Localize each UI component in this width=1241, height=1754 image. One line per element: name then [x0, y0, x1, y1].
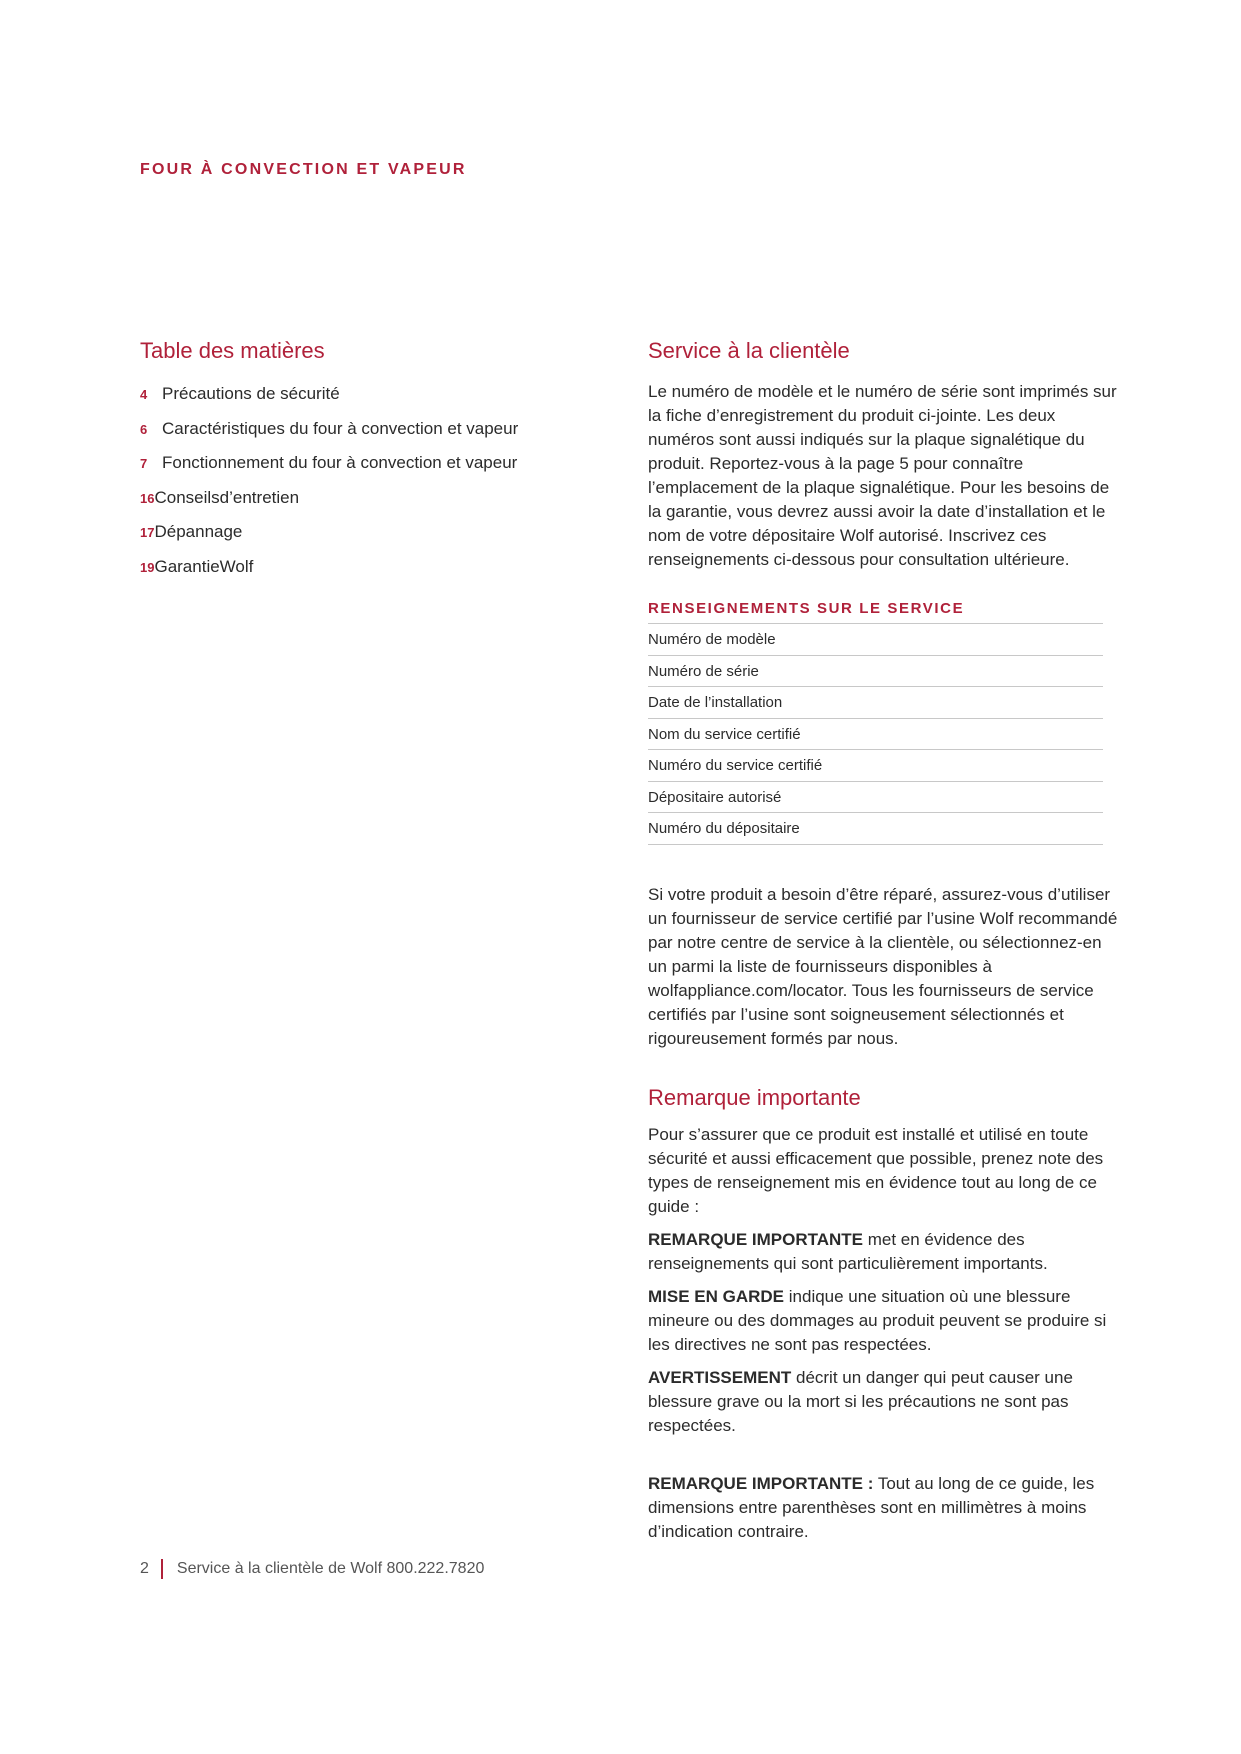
toc-label: Conseilsd’entretien	[154, 487, 300, 507]
toc-page: 4	[140, 387, 148, 402]
right-column	[648, 338, 1118, 1544]
toc-item[interactable]	[140, 522, 580, 557]
service-info-row-service-name: Nom du service certifié	[648, 719, 1103, 751]
toc-label: Caractéristiques du four à convection et vapeur	[162, 418, 519, 438]
page-footer	[140, 1559, 484, 1579]
toc-list	[140, 384, 580, 591]
service-info-row-install-date: Date de l’installation	[648, 687, 1103, 719]
service-info-row-serial: Numéro de série	[648, 656, 1103, 688]
service-info-row-service-number: Numéro du service certifié	[648, 750, 1103, 782]
service-title: Service à la clientèle	[648, 338, 850, 363]
page-number: 2	[140, 1560, 149, 1577]
toc-item[interactable]	[140, 384, 580, 419]
toc-label: GarantieWolf	[154, 556, 254, 576]
remarque-intro: Pour s’assurer que ce produit est installé et utilisé en toute sécurité et aussi efficacement que possible, prenez note des types de renseignement mis en évidence tout au long de ce guide :	[648, 1124, 1104, 1216]
final-note	[648, 1472, 1118, 1544]
document-header: FOUR À CONVECTION ET VAPEUR	[140, 161, 467, 178]
toc-page: 17	[140, 525, 155, 540]
service-info-row-dealer: Dépositaire autorisé	[648, 782, 1103, 814]
toc-title: Table des matières	[140, 338, 325, 363]
note-term: AVERTISSEMENT	[648, 1367, 792, 1387]
toc-item[interactable]	[140, 419, 580, 454]
note-text: met en évidence des renseignements qui sont particulièrement importants.	[648, 1229, 1048, 1273]
note-caution	[648, 1285, 1118, 1357]
note-text: indique une situation où une blessure mineure ou des dommages au produit peuvent se produire si les directives ne sont pas respectées.	[648, 1286, 1107, 1354]
toc-page: 7	[140, 456, 148, 471]
toc-page: 16	[140, 490, 155, 506]
footer-divider	[161, 1559, 163, 1579]
toc-label: Dépannage	[154, 522, 243, 541]
toc-item[interactable]	[140, 488, 580, 523]
remarque-title: Remarque importante	[648, 1084, 861, 1110]
note-important	[648, 1228, 1118, 1276]
service-info-title: RENSEIGNEMENTS SUR LE SERVICE	[648, 600, 1103, 624]
final-note-term: REMARQUE IMPORTANTE :	[648, 1473, 874, 1493]
note-text: décrit un danger qui peut causer une blessure grave ou la mort si les précautions ne sont pas respectées.	[648, 1367, 1073, 1435]
repair-paragraph: Si votre produit a besoin d’être réparé, assurez-vous d’utiliser un fournisseur de service certifié par l’usine Wolf recommandé par notre centre de service à la clientèle, ou sélectionnez-en un parmi la liste de fournisseurs disponibles à wolfappliance.com/locator. Tous les fournisseurs de service certifiés par l’usine sont soigneusement sélectionnés et rigoureusement formés par nous.	[648, 884, 1118, 1048]
footer-text: Service à la clientèle de Wolf 800.222.7820	[176, 1560, 485, 1577]
note-term: REMARQUE IMPORTANTE	[648, 1229, 864, 1249]
toc-page: 19	[140, 559, 155, 575]
note-term: MISE EN GARDE	[648, 1286, 785, 1306]
note-warning	[648, 1366, 1118, 1438]
toc-label: Fonctionnement du four à convection et vapeur	[162, 453, 518, 472]
toc-item[interactable]	[140, 557, 580, 592]
service-info-row-model: Numéro de modèle	[648, 624, 1103, 656]
service-info-row-dealer-number: Numéro du dépositaire	[648, 813, 1103, 845]
final-note-text: Tout au long de ce guide, les dimensions entre parenthèses sont en millimètres à moins d’indication contraire.	[648, 1473, 1095, 1541]
service-intro: Le numéro de modèle et le numéro de série sont imprimés sur la fiche d’enregistrement du produit ci-jointe. Les deux numéros sont aussi indiqués sur la plaque signalétique du produit. Reportez-vous à la page 5 pour connaître l’emplacement de la plaque signalétique. Pour les besoins de la garantie, vous devrez aussi avoir la date d’installation et le nom de votre dépositaire Wolf autorisé. Inscrivez ces renseignements ci-dessous pour consultation ultérieure.	[648, 382, 1117, 569]
toc-item[interactable]	[140, 453, 580, 488]
table-of-contents	[140, 338, 580, 591]
toc-page: 6	[140, 421, 148, 437]
toc-label: Précautions de sécurité	[162, 384, 340, 403]
